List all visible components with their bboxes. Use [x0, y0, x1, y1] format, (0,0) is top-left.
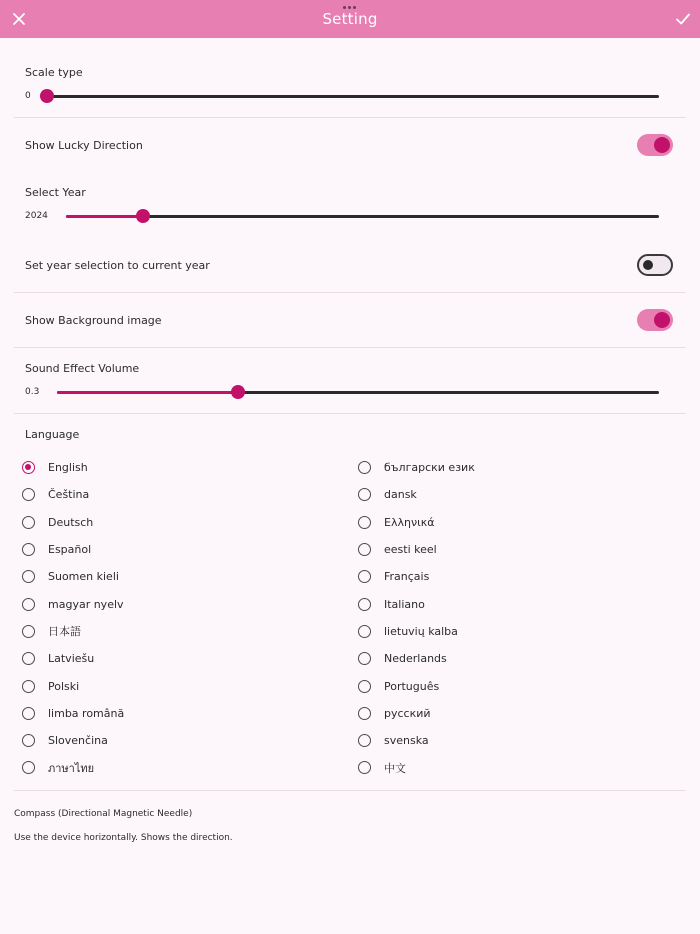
language-option-label: Français [384, 570, 430, 584]
radio-button[interactable] [22, 761, 35, 774]
language-option-label: dansk [384, 488, 417, 502]
language-option[interactable] [22, 454, 342, 481]
language-column-right [358, 454, 678, 782]
language-option-label: Suomen kieli [48, 570, 119, 584]
slider-thumb[interactable] [231, 385, 245, 399]
language-option-label: 中文 [384, 761, 406, 775]
language-option-label: Slovenčina [48, 734, 108, 748]
language-option[interactable] [22, 700, 342, 727]
language-option[interactable] [22, 536, 342, 563]
lucky-direction-toggle[interactable] [637, 134, 673, 156]
language-option-label: Deutsch [48, 515, 94, 529]
language-option-label: ภาษาไทย [48, 761, 95, 775]
header-bar [0, 0, 700, 38]
slider-thumb[interactable] [136, 209, 150, 223]
confirm-button[interactable] [674, 10, 692, 28]
language-option[interactable] [22, 672, 342, 699]
language-option-label: Polski [48, 679, 80, 693]
language-option-label: Čeština [48, 488, 90, 502]
language-option-label: svenska [384, 734, 429, 748]
language-option[interactable] [358, 727, 678, 754]
slider-thumb[interactable] [40, 89, 54, 103]
radio-button[interactable] [358, 680, 371, 693]
footer-description: Use the device horizontally. Shows the direction. [14, 833, 233, 843]
language-option-label: limba română [48, 706, 125, 720]
language-option-label: Latviešu [48, 652, 95, 666]
radio-button[interactable] [358, 734, 371, 747]
language-option-label: English [48, 461, 88, 475]
scale-type-value: 0 [25, 91, 31, 101]
radio-button[interactable] [358, 625, 371, 638]
language-option-label: magyar nyelv [48, 597, 124, 611]
radio-button[interactable] [22, 652, 35, 665]
language-option[interactable] [358, 590, 678, 617]
radio-button[interactable] [22, 516, 35, 529]
lucky-direction-label: Show Lucky Direction [25, 139, 143, 152]
radio-button[interactable] [358, 570, 371, 583]
divider [14, 790, 686, 791]
language-option-label: Português [384, 679, 440, 693]
language-option-label: български език [384, 461, 475, 475]
language-option[interactable] [22, 618, 342, 645]
radio-button[interactable] [358, 707, 371, 720]
language-option-label: Italiano [384, 597, 425, 611]
language-option[interactable] [358, 618, 678, 645]
background-image-label: Show Background image [25, 314, 162, 327]
radio-button[interactable] [358, 488, 371, 501]
language-option[interactable] [358, 481, 678, 508]
language-option[interactable] [358, 645, 678, 672]
radio-button[interactable] [22, 543, 35, 556]
radio-button[interactable] [22, 680, 35, 693]
language-column-left [22, 454, 342, 782]
radio-button[interactable] [358, 516, 371, 529]
select-year-value: 2024 [25, 211, 48, 221]
sound-volume-label: Sound Effect Volume [25, 362, 140, 375]
language-option-label: Ελληνικά [384, 515, 435, 529]
check-icon [674, 10, 692, 28]
background-image-toggle[interactable] [637, 309, 673, 331]
scale-type-slider[interactable] [47, 89, 659, 103]
language-option[interactable] [358, 672, 678, 699]
language-option-label: Nederlands [384, 652, 447, 666]
language-option[interactable] [22, 754, 342, 781]
language-option[interactable] [22, 563, 342, 590]
divider [14, 347, 686, 348]
language-option-label: Español [48, 543, 92, 557]
language-option-label: русский [384, 706, 431, 720]
language-option[interactable] [22, 481, 342, 508]
divider [14, 117, 686, 118]
radio-button[interactable] [22, 488, 35, 501]
language-option[interactable] [22, 727, 342, 754]
radio-button[interactable] [358, 543, 371, 556]
language-option[interactable] [358, 563, 678, 590]
radio-button[interactable] [358, 598, 371, 611]
sound-volume-slider[interactable] [57, 385, 659, 399]
language-option[interactable] [358, 454, 678, 481]
radio-button[interactable] [22, 461, 35, 474]
language-option[interactable] [22, 509, 342, 536]
radio-button[interactable] [22, 734, 35, 747]
current-year-toggle[interactable] [637, 254, 673, 276]
footer-title: Compass (Directional Magnetic Needle) [14, 809, 193, 819]
slider-track [66, 215, 659, 218]
radio-button[interactable] [358, 461, 371, 474]
language-option[interactable] [358, 754, 678, 781]
language-label: Language [25, 428, 80, 441]
slider-fill [66, 215, 143, 218]
divider [14, 292, 686, 293]
language-option[interactable] [22, 645, 342, 672]
language-option-label: lietuvių kalba [384, 624, 458, 638]
radio-button[interactable] [22, 570, 35, 583]
slider-fill [57, 391, 238, 394]
divider [14, 413, 686, 414]
radio-button[interactable] [22, 625, 35, 638]
select-year-slider[interactable] [66, 209, 659, 223]
slider-track [47, 95, 659, 98]
radio-button[interactable] [358, 652, 371, 665]
radio-button[interactable] [22, 707, 35, 720]
scale-type-label: Scale type [25, 66, 83, 79]
language-option-label: 日本語 [48, 625, 81, 639]
radio-button[interactable] [22, 598, 35, 611]
current-year-label: Set year selection to current year [25, 259, 210, 272]
radio-button[interactable] [358, 761, 371, 774]
language-option[interactable] [358, 509, 678, 536]
select-year-label: Select Year [25, 186, 86, 199]
language-option-label: eesti keel [384, 543, 437, 557]
page-title: Setting [322, 10, 378, 28]
language-option[interactable] [358, 700, 678, 727]
sound-volume-value: 0.3 [25, 387, 40, 397]
language-option[interactable] [358, 536, 678, 563]
language-option[interactable] [22, 590, 342, 617]
